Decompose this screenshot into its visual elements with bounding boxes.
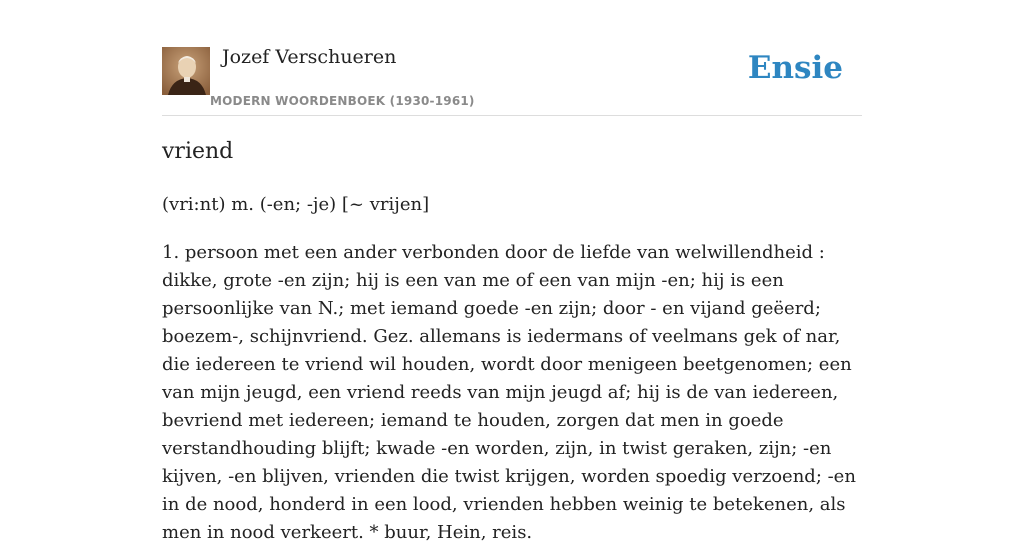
- author-name[interactable]: Jozef Verschueren: [222, 46, 397, 68]
- brand-logo[interactable]: Ensie: [747, 50, 843, 86]
- header-divider: [162, 115, 862, 116]
- entry-header: [162, 44, 862, 116]
- portrait-photo-icon: [162, 47, 210, 95]
- grammar-info: (vri:nt) m. (-en; -je) [~ vrijen]: [162, 194, 430, 215]
- definition-text: 1. persoon met een ander verbonden door de liefde van welwillendheid : dikke, grote -en zijn; hij is een van me of een van mijn -en; hij is een persoonlijke van N.; met iemand goede -en zijn; door - en vijand geëerd; boezem-, schijnvriend. Gez. allemans is iedermans of veelmans gek of nar, die iedereen te vriend wil houden, wordt door menigeen beetgenomen; een van mijn jeugd, een vriend reeds van mijn jeugd af; hij is de van iedereen, bevriend met iedereen; iemand te houden, zorgen dat men in goede verstandhouding blijft; kwade -en worden, zijn, in twist geraken, zijn; -en kijven, -en blijven, vrienden die twist krijgen, worden spoedig verzoend; -en in de nood, honderd in een lood, vrienden hebben weinig te betekenen, als men in nood verkeert. * buur, Hein, reis.: [162, 242, 856, 543]
- headword: vriend: [162, 139, 234, 164]
- source-title[interactable]: MODERN WOORDENBOEK (1930-1961): [210, 94, 475, 108]
- author-avatar[interactable]: [162, 47, 210, 95]
